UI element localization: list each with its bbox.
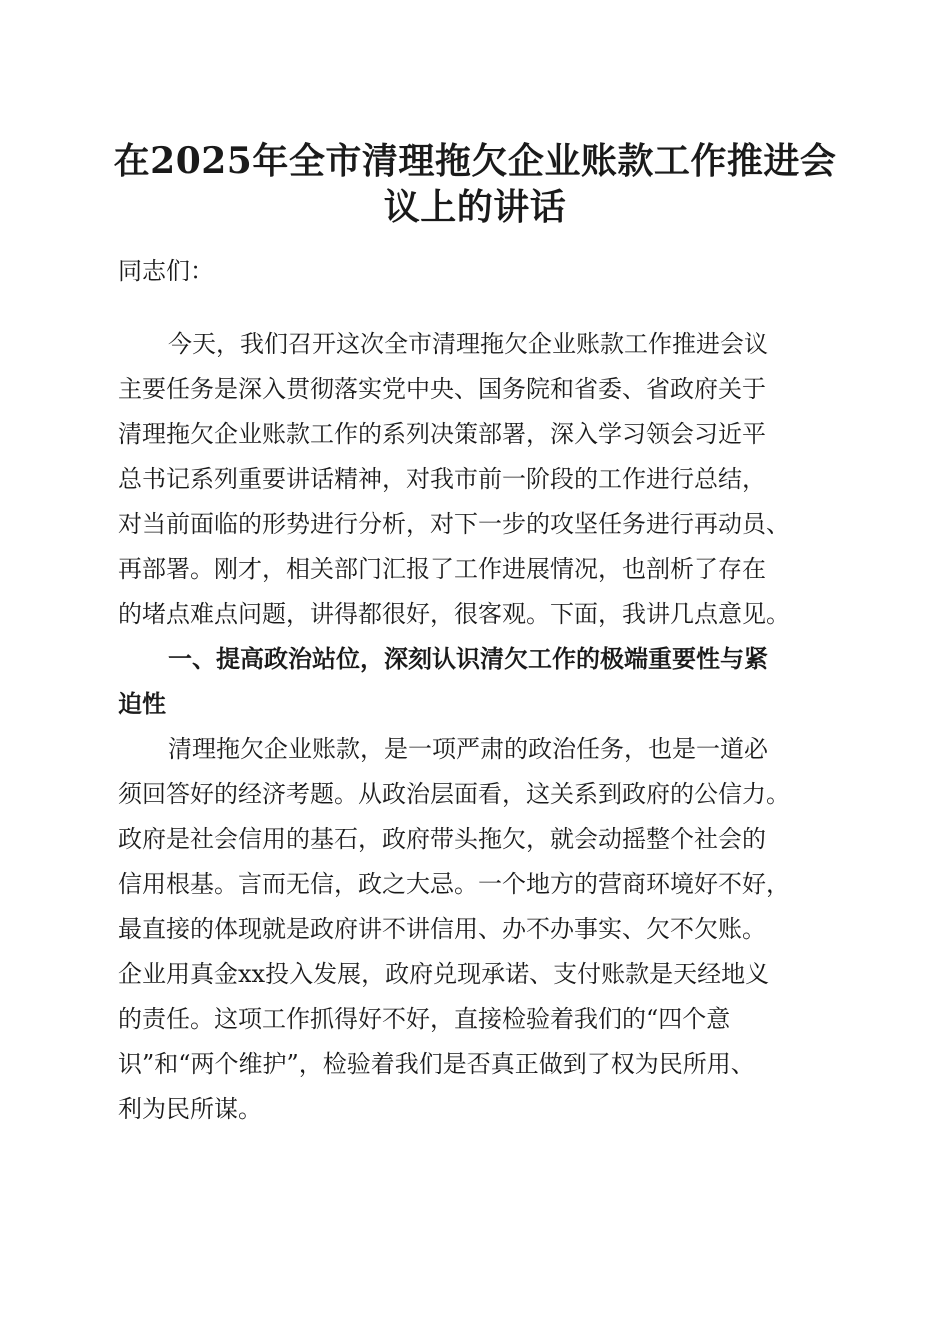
paragraph-2-line: 政府是社会信用的基石，政府带头拖欠，就会动摇整个社会的 [118, 825, 766, 853]
paragraph-2-line: 企业用真金xx投入发展，政府兑现承诺、支付账款是天经地义 [118, 960, 770, 988]
document-title-line-1: 在2025年全市清理拖欠企业账款工作推进会 [113, 140, 837, 182]
paragraph-1-line: 再部署。刚才，相关部门汇报了工作进展情况，也剖析了存在 [118, 555, 766, 583]
paragraph-2-line: 识”和“两个维护”，检验着我们是否真正做到了权为民所用、 [118, 1050, 755, 1078]
paragraph-1-line: 今天，我们召开这次全市清理拖欠企业账款工作推进会议 [168, 330, 768, 358]
paragraph-2-line: 清理拖欠企业账款，是一项严肃的政治任务，也是一道必 [168, 735, 768, 763]
paragraph-1-line: 总书记系列重要讲话精神，对我市前一阶段的工作进行总结， [118, 465, 766, 493]
paragraph-1-line: 清理拖欠企业账款工作的系列决策部署，深入学习领会习近平 [118, 420, 766, 448]
paragraph-2-line: 信用根基。言而无信，政之大忌。一个地方的营商环境好不好， [118, 870, 790, 898]
paragraph-2-line: 的责任。这项工作抓得好不好，直接检验着我们的“四个意 [118, 1005, 731, 1033]
paragraph-1-line: 对当前面临的形势进行分析，对下一步的攻坚任务进行再动员、 [118, 510, 790, 538]
section-heading-1: 一、提高政治站位，深刻认识清欠工作的极端重要性与紧 [168, 645, 768, 673]
paragraph-1-line: 主要任务是深入贯彻落实党中央、国务院和省委、省政府关于 [118, 375, 766, 403]
salutation: 同志们： [118, 257, 214, 285]
paragraph-2-line: 须回答好的经济考题。从政治层面看，这关系到政府的公信力。 [118, 780, 790, 808]
section-heading-1-continued: 迫性 [118, 690, 166, 718]
document-title-line-2: 议上的讲话 [383, 186, 567, 228]
paragraph-1-line: 的堵点难点问题，讲得都很好，很客观。下面，我讲几点意见。 [118, 600, 790, 628]
paragraph-2-line: 利为民所谋。 [118, 1095, 262, 1123]
paragraph-2-line: 最直接的体现就是政府讲不讲信用、办不办事实、欠不欠账。 [118, 915, 766, 943]
